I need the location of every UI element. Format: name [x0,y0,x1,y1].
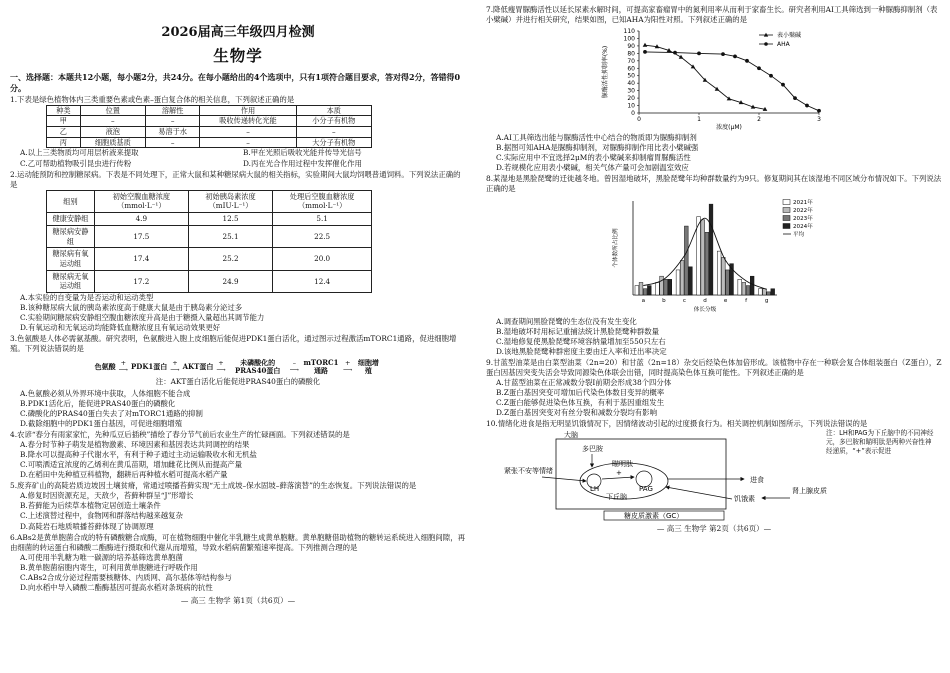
table-cell: 24.9 [188,270,273,292]
q5-option-a: A.修复时因资源充足，天敌少，苔藓种群呈“J”形增长 [20,491,194,501]
q9-option-c: C.Z蛋白能够促进染色体互换，有利于基因重组发生 [496,398,665,407]
x-tick-label: d [703,297,707,304]
arrow-icon: ⟶ [289,365,299,374]
q10-regulation-diagram [494,429,934,521]
y-tick-label: 40 [627,80,635,88]
pathway-node: PDK1蛋白 [130,361,168,371]
table-cell: 糖尿病安静组 [47,225,95,247]
q4-option-d: D.在稻田中先种植豆科植物，翻耕后再种植水稻可提高水稻产量 [20,470,228,480]
data-point [781,83,785,87]
q1-option-b: B.甲在光照后吸收光能并传导光信号 [243,148,362,158]
table-cell: 易溶于水 [145,127,200,138]
table-header-cell: 组别 [47,190,95,212]
table-cell: 液泡 [80,127,145,138]
q3-note: 注：AKT蛋白活化后能促进PRAS40蛋白的磷酸化 [155,376,321,386]
table-header-row [47,105,372,116]
pathway-node: AKT蛋白 [182,361,214,371]
q7-option-b: B.据图可知AHA是脲酶抑制剂，对脲酶抑制作用比表小檗碱强 [496,143,699,153]
y-tick-label: 10 [627,102,635,110]
legend-label: 2023年 [793,215,813,222]
table-cell: 20.0 [273,248,372,270]
q6-option-d: D.向水稻中导入磷酸二酯酶基因可提高水稻对条斑病的抗性 [20,582,213,592]
bar [709,204,713,295]
q9-option-d: D.Z蛋白基因突变对有丝分裂和减数分裂均有影响 [496,408,657,418]
table-cell: 吸收传递转化光能 [200,116,296,127]
q4-option-b: B.降水可以提高种子代谢水平，有利于种子通过主动运输吸收水和无机盐 [20,450,257,460]
table-header-cell: 初始空腹血糖浓度（mmol·L⁻¹） [94,190,188,212]
legend-marker [764,42,768,46]
table-cell: 丙 [47,137,81,148]
bar [746,285,750,294]
q4-stem: 4.农谚“春分有雨家家忙，先种瓜豆后插秧”描绘了春分节气前后农业生产的忙碌画面。下列叙述错误的是 [10,429,350,439]
y-tick-label: 70 [627,57,635,65]
q1-option-c: C.乙可帮助植物吸引昆虫进行传粉 [20,158,132,168]
y-tick-label: 110 [623,28,635,36]
legend-label: 2024年 [793,223,813,230]
x-tick-label: e [723,297,728,304]
table-cell: 17.2 [94,270,188,292]
table-cell: 5.1 [273,213,372,226]
legend-label: 平均 [793,231,805,238]
series-line-1 [645,45,765,109]
q2-option-c: C.实验期间糖尿病安静组空腹血糖浓度升高是由于糖摄入量超出其调节能力 [20,313,265,323]
table-row [47,137,372,148]
legend-label: AHA [777,41,790,49]
x-tick-label: b [662,297,666,304]
data-point [817,109,821,113]
pathway-node: 未磷酸化的PRAS40蛋白 [235,357,281,375]
arrow-icon: ⟶ [216,365,226,374]
q3-pathway-diagram [10,359,466,375]
table-cell: 12.5 [188,213,273,226]
arrow-icon: ⟶ [343,365,353,374]
y-tick-label: 50 [627,72,635,80]
pathway-sign: + [172,359,178,368]
q6-option-a: A.可使用半乳糖为唯一碳源的培养基筛选黄单胞菌 [20,552,183,562]
q8-option-b: B.湿地破坏时用标记重捕法统计黑脸琵鹭种群数量 [496,326,659,336]
legend-label: 表小檗碱 [777,32,802,40]
q8-option-c: C.湿地修复使黑脸琵鹭环境容纳量增加至550只左右 [496,336,666,346]
gc-label: 糖皮质激素（GC） [624,512,684,521]
pathway-sign: – [292,359,296,368]
q6-stem: 6.ABs2是黄单胞菌合成的特有磷酸糖合成酶，可在植物细胞中催化半乳糖生成黄单胞糖。黄单胞糖借助植物的糖转运系统进入细胞间隙，再由细菌的转运蛋白和磷酸二酯酶进行摄取和代谢从而增殖，导致水稻病菌繁殖速率提高。下列推测合理的是 [10,532,465,552]
data-point [769,74,773,78]
bar [701,219,705,294]
table-cell: 17.5 [94,225,188,247]
table-row [47,225,372,247]
data-point [721,52,725,56]
q9-option-a: A.甘蓝型油菜在正常减数分裂Ⅰ前期会形成38个四分体 [496,377,672,387]
data-point [643,43,648,47]
y-tick-label: 30 [627,87,635,95]
legend-label: 2022年 [793,207,813,214]
q1-stem: 1.下表是绿色植物体内三类重要色素或色素–蛋白复合体的相关信息，下列叙述正确的是 [10,94,295,104]
lh-label: LH [590,485,600,494]
legend-swatch [783,199,790,204]
table-cell: 糖尿病无氧运动组 [47,270,95,292]
q7-line-chart [599,25,829,133]
eating-label: 进食 [750,476,764,485]
q4-option-a: A.春分时节种子萌发是植物激素、环境因素和基因表达共同调控的结果 [20,440,250,449]
left-column [10,4,466,669]
x-tick-label: 2 [757,116,761,124]
pathway-node: mTORC1通路 [303,357,339,375]
legend-label: 2021年 [793,199,813,206]
q7-option-a: A.AI工具筛选出能与脲酶活性中心结合的物质即为脲酶抑制剂 [496,133,697,143]
x-tick-label: 0 [637,116,641,124]
table-header-cell: 处理后空腹血糖浓度（mmol·L⁻¹） [273,190,372,212]
table-header-cell: 种类 [47,105,81,116]
bar [742,282,746,295]
bar [697,216,701,294]
data-point [805,104,809,108]
table-cell: 糖尿病有氧运动组 [47,248,95,270]
q7-option-c: C.实际应用中不宜选择2μM的表小檗碱来抑制瘤胃脲酶活性 [496,153,691,163]
table-header-cell: 位置 [80,105,145,116]
x-tick-label: c [682,297,686,304]
plus-sign: + [616,469,622,478]
bar [689,266,693,294]
exam-title: 2026届高三年级四月检测 [161,25,315,40]
data-point [697,52,701,56]
bar [758,288,762,294]
x-tick-label: f [745,297,748,304]
x-tick-label: 1 [697,116,701,124]
x-tick-label: g [764,297,769,304]
bar [668,279,672,295]
page-footer-right: — 高三 生物学 第2页（共6页）— [656,524,772,534]
table-row [47,127,372,138]
bar [763,288,767,294]
arrow-icon: ⟶ [118,365,128,374]
data-point [757,66,761,70]
table-cell: 4.9 [94,213,188,226]
bar [680,260,684,294]
x-axis-label: 体长分级 [693,306,717,313]
q3-option-b: B.PDK1活化后，能促进PRAS40蛋白的磷酸化 [20,398,176,408]
pathway-sign: + [218,359,224,368]
q8-stem: 8.某湿地是黑脸琵鹭的迁徙越冬地。曾因湿地破坏，黑脸琵鹭年均种群数量约为9只。修复期间其在该湿地不同区域分布情况如下。下列说法正确的是 [486,174,942,194]
pathway-node: 色氨酸 [94,361,116,371]
dopamine-label: 多巴胺 [582,445,603,454]
bar [660,276,664,295]
legend-swatch [783,223,790,228]
q5-option-d: D.高陡岩石地质喷播苔藓体现了协调原理 [20,521,154,531]
bar [750,276,754,295]
arrow-icon: ⟶ [170,365,180,374]
bar [721,257,725,295]
orexin-label: 瞄明肽 [612,460,633,469]
right-column [486,4,942,669]
table-header-cell: 初始胰岛素浓度（mIU·L⁻¹） [188,190,273,212]
brain-label: 大脑 [564,431,578,440]
pathway-sign: + [120,359,127,368]
y-axis-label: 脲酶活性抑制率(%) [602,45,609,99]
legend-swatch [783,207,790,212]
table-cell: 12.4 [273,270,372,292]
bar [684,226,688,295]
q9-option-b: B.Z蛋白基因突变可增加后代染色体数目变异的概率 [496,387,665,397]
q10-note: 注：LH和PAG为下丘脑中的不同神经元，多巴胺和瞄明肽是两种兴奋性神经递质，“+”表示促进 [826,429,934,455]
y-tick-label: 90 [627,43,635,51]
bar [738,279,742,295]
y-tick-label: 0 [631,110,635,118]
bar [639,282,643,295]
data-point [643,50,647,54]
q8-option-a: A.调查期间黑脸琵鹭的生态位没有发生变化 [496,316,637,326]
bar [767,291,771,294]
table-cell: 甲 [47,116,81,127]
q5-option-c: C.上述演替过程中，食物网和群落结构越来越复杂 [20,511,183,521]
table-cell: 25.1 [188,225,273,247]
x-tick-label: 3 [817,116,821,124]
data-point [673,51,677,55]
q5-stem: 5.废弃矿山的高陡岩质边坡因土壤贫瘠，常通过喷播苔藓实现“无土成坡–保水固坡–藓落演替”的生态恢复。下列说法错误的是 [10,481,417,491]
y-tick-label: 80 [627,50,635,58]
q3-option-a: A.色氨酸必须从外界环境中获取，人体细胞不能合成 [20,388,191,398]
table-cell: – [145,137,200,148]
q7-option-d: D.若规模化应用表小檗碱，相关气体产量可会加剧温室效应 [496,163,689,173]
table-row [47,116,372,127]
bar [705,232,709,295]
table-cell: 25.2 [188,248,273,270]
table-cell: – [296,127,371,138]
bar [771,288,775,294]
bar [726,269,730,294]
table-cell: 小分子有机物 [296,116,371,127]
q1-option-a: A.以上三类物质均可用层析液来提取 [20,148,139,158]
table-header-cell: 本质 [296,105,371,116]
hypothalamus-label: 下丘脑 [606,493,627,502]
bar [643,288,647,294]
q10-stem: 10.情绪化进食是指无明显饥饿情况下，因情绪波动引起的过度摄食行为。相关调控机制如图所示，下列说法错误的是 [486,419,868,429]
data-point [745,59,749,63]
table-cell: 乙 [47,127,81,138]
q1-option-d: D.丙在光合作用过程中发挥催化作用 [243,158,362,168]
table-cell: 细胞质基质 [80,137,145,148]
adrenal-label: 肾上腺皮质 [792,487,827,496]
q8-option-d: D.该地黑脸琵鹭种群密度主要由迁入率和迁出率决定 [496,346,667,356]
table-row [47,270,372,292]
q4-option-c: C.可喷洒适宜浓度的乙烯利在黄瓜苗期，增加雌花比例从而提高产量 [20,460,243,470]
q1-table [46,105,372,149]
q7-stem: 7.降低瘦胃脲酶活性以延长尿素水解时间，可提高家畜瘤胃中的氮利用率从而利于家畜生长。研究者利用AI工具筛选到一种脲酶抑制剂（表小檗碱）并进行相关研究，结果如图，已知AHA为阳性对照。下列叙述正确的是 [486,5,938,25]
y-tick-label: 20 [627,95,635,103]
data-point [733,55,737,59]
q1-options-row1 [10,148,466,158]
ghrelin-label: 饥饿素 [734,495,755,504]
x-axis-label: 浓度(μM) [716,124,742,132]
pag-label: PAG [639,485,653,494]
stress-label: 紧张不安等情绪 [504,467,553,476]
q3-option-c: C.磷酸化的PRAS40蛋白失去了对mTORC1通路的抑制 [20,408,203,418]
table-row [47,248,372,270]
bar [664,279,668,295]
x-tick-label: a [641,297,646,304]
data-point [793,96,797,100]
table-cell: – [200,127,296,138]
table-cell: – [200,137,296,148]
q3-stem: 3.色氨酸是人体必需氨基酸。研究表明，色氨酸进入胞上皮细胞后能促进PDK1蛋白活化，通过图示过程激活mTORC1通路，促进细胞增殖。下列说法错误的是 [10,334,457,354]
data-point [715,87,720,91]
bar [717,251,721,295]
section1-heading: 一、选择题：本题共12小题，每小题2分，共24分。在每小题给出的4个选项中，只有1项符合题目要求，答对得2分，答错得0分。 [10,71,461,93]
pathway-node: 细胞增殖 [357,357,379,375]
table-cell: 17.4 [94,248,188,270]
q5-option-b: B.苔藓能为后续草本植物定居创造土壤条件 [20,501,161,511]
y-tick-label: 100 [623,35,635,43]
table-cell: – [80,116,145,127]
q2-table [46,190,372,293]
y-axis-label: 个体数所占比例 [613,227,619,268]
bar [676,269,680,294]
y-tick-label: 60 [627,65,635,73]
q2-option-a: A.本实验的自变量为是否运动和运动类型 [20,293,154,303]
table-cell: – [145,116,200,127]
q6-option-b: B.黄单胞菌宿胞内寄生，可利用黄单胞糖进行呼吸作用 [20,562,198,572]
page-footer-left: — 高三 生物学 第1页（共6页）— [180,595,296,605]
q1-options-row2 [10,159,466,169]
legend-swatch [783,215,790,220]
table-header-row [47,190,372,212]
table-cell: 大分子有机物 [296,137,371,148]
q2-option-b: B.该种糖尿病大鼠的胰岛素浓度高于健康大鼠是由于胰岛素分泌过多 [20,303,243,313]
q2-stem: 2.运动能预防和控制糖尿病。下表是不同处理下，正常大鼠和某种糖尿病大鼠的相关指标，实验期间大鼠均饲喂普通饲料。下列说法正确的是 [10,169,461,189]
q2-option-d: D.有氧运动和无氧运动均能降低血糖浓度且有氧运动效果更好 [20,323,221,333]
q8-bar-chart [609,195,819,317]
q3-option-d: D.截除细胞中的PDK1蛋白基因，可促进细胞增殖 [20,418,183,428]
table-cell: 健康安静组 [47,213,95,226]
q9-stem: 9.甘蓝型油菜是由白菜型油菜（2n=20）和甘蓝（2n=18）杂交后经染色体加倍形成。该植物中存在一种联会复合体组装蛋白（Z蛋白），Z蛋白因基因突变失活会导致同源染色体联会出错，同时提高染色体互换可能性。下列叙述正确的是 [486,357,942,377]
pathway-sign: + [344,359,351,368]
subject-title: 生物学 [213,45,263,65]
table-cell: 22.5 [273,225,372,247]
table-header-cell: 溶解性 [145,105,200,116]
table-row [47,213,372,226]
bar [647,285,651,294]
bar [635,285,639,294]
series-line-2 [645,52,819,111]
q6-option-c: C.ABs2合成分泌过程需要核糖体、内质网、高尔基体等结构参与 [20,572,232,582]
bar [656,282,660,295]
table-header-cell: 作用 [200,105,296,116]
